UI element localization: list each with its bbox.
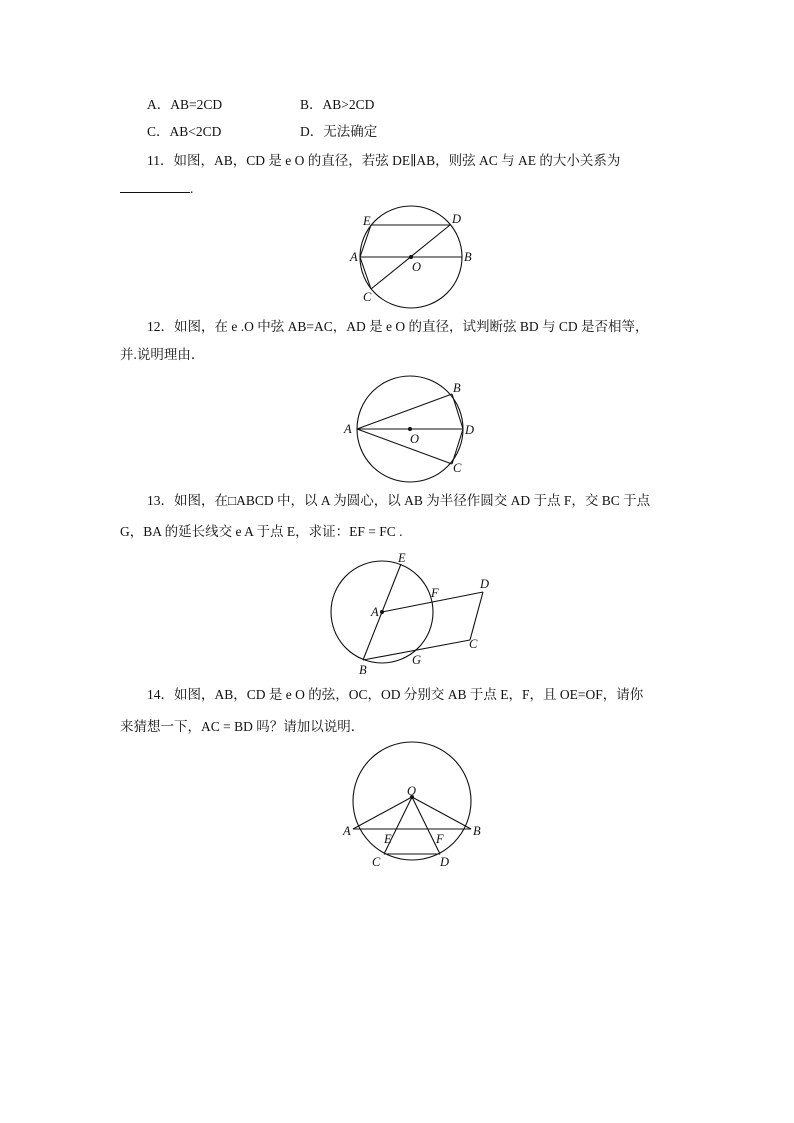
option-b: B．AB>2CD: [300, 97, 375, 112]
q12-text-line1: 12．如图，在 e .O 中弦 AB=AC，AD 是 e O 的直径，试判断弦 BD 与 CD 是否相等，: [147, 319, 649, 334]
q13-label-B: B: [359, 663, 367, 677]
q11-answer-line: [120, 180, 193, 198]
q13-label-G: G: [412, 653, 422, 667]
q12-label-B: B: [453, 381, 461, 395]
q13-figure: [325, 548, 500, 678]
q11-label-O: O: [412, 260, 422, 274]
q13-label-D: D: [480, 577, 490, 591]
q14-label-D: D: [440, 855, 450, 869]
q14-label-F: F: [436, 832, 444, 846]
q11-label-B: B: [464, 250, 472, 264]
q12-label-A: A: [344, 422, 352, 436]
q11-end: .: [190, 181, 194, 196]
option-c: C．AB<2CD: [147, 124, 222, 139]
q14-label-A: A: [343, 824, 351, 838]
q11-figure: [345, 205, 480, 315]
q14-figure: [340, 743, 485, 873]
q13-label-E: E: [398, 551, 406, 565]
q12-figure: [340, 372, 485, 487]
q11-text: 11．如图，AB，CD 是 e O 的直径，若弦 DE∥AB，则弦 AC 与 AE 的大小关系为: [147, 153, 621, 168]
q14-label-O: O: [407, 784, 417, 798]
q12-label-O: O: [410, 432, 420, 446]
q13-label-C: C: [469, 637, 478, 651]
q12-label-D: D: [465, 423, 475, 437]
answer-blank: [120, 180, 190, 193]
q11-label-D: D: [452, 212, 462, 226]
q14-label-B: B: [473, 824, 481, 838]
q14-text-line2: 来猜想一下，AC = BD 吗？请加以说明．: [120, 719, 365, 734]
q14-text-line1: 14．如图，AB，CD 是 e O 的弦，OC，OD 分别交 AB 于点 E，F，且 OE=OF，请你: [147, 687, 644, 702]
q13-label-A: A: [371, 605, 379, 619]
q11-label-C: C: [363, 290, 372, 304]
option-d: D．无法确定: [300, 124, 378, 139]
option-a: A．AB=2CD: [147, 97, 223, 112]
q14-label-C: C: [372, 855, 381, 869]
q13-text-line2: G，BA 的延长线交 e A 于点 E，求证：EF = FC .: [120, 524, 403, 539]
q13-text-line1: 13．如图，在□ABCD 中，以 A 为圆心，以 AB 为半径作圆交 AD 于点 F，交 BC 于点: [147, 493, 651, 508]
q12-text-line2: 并.说明理由．: [120, 347, 205, 362]
q11-label-A: A: [350, 250, 358, 264]
q13-label-F: F: [431, 586, 439, 600]
q11-label-E: E: [363, 214, 371, 228]
q12-label-C: C: [453, 461, 462, 475]
q14-label-E: E: [384, 832, 392, 846]
